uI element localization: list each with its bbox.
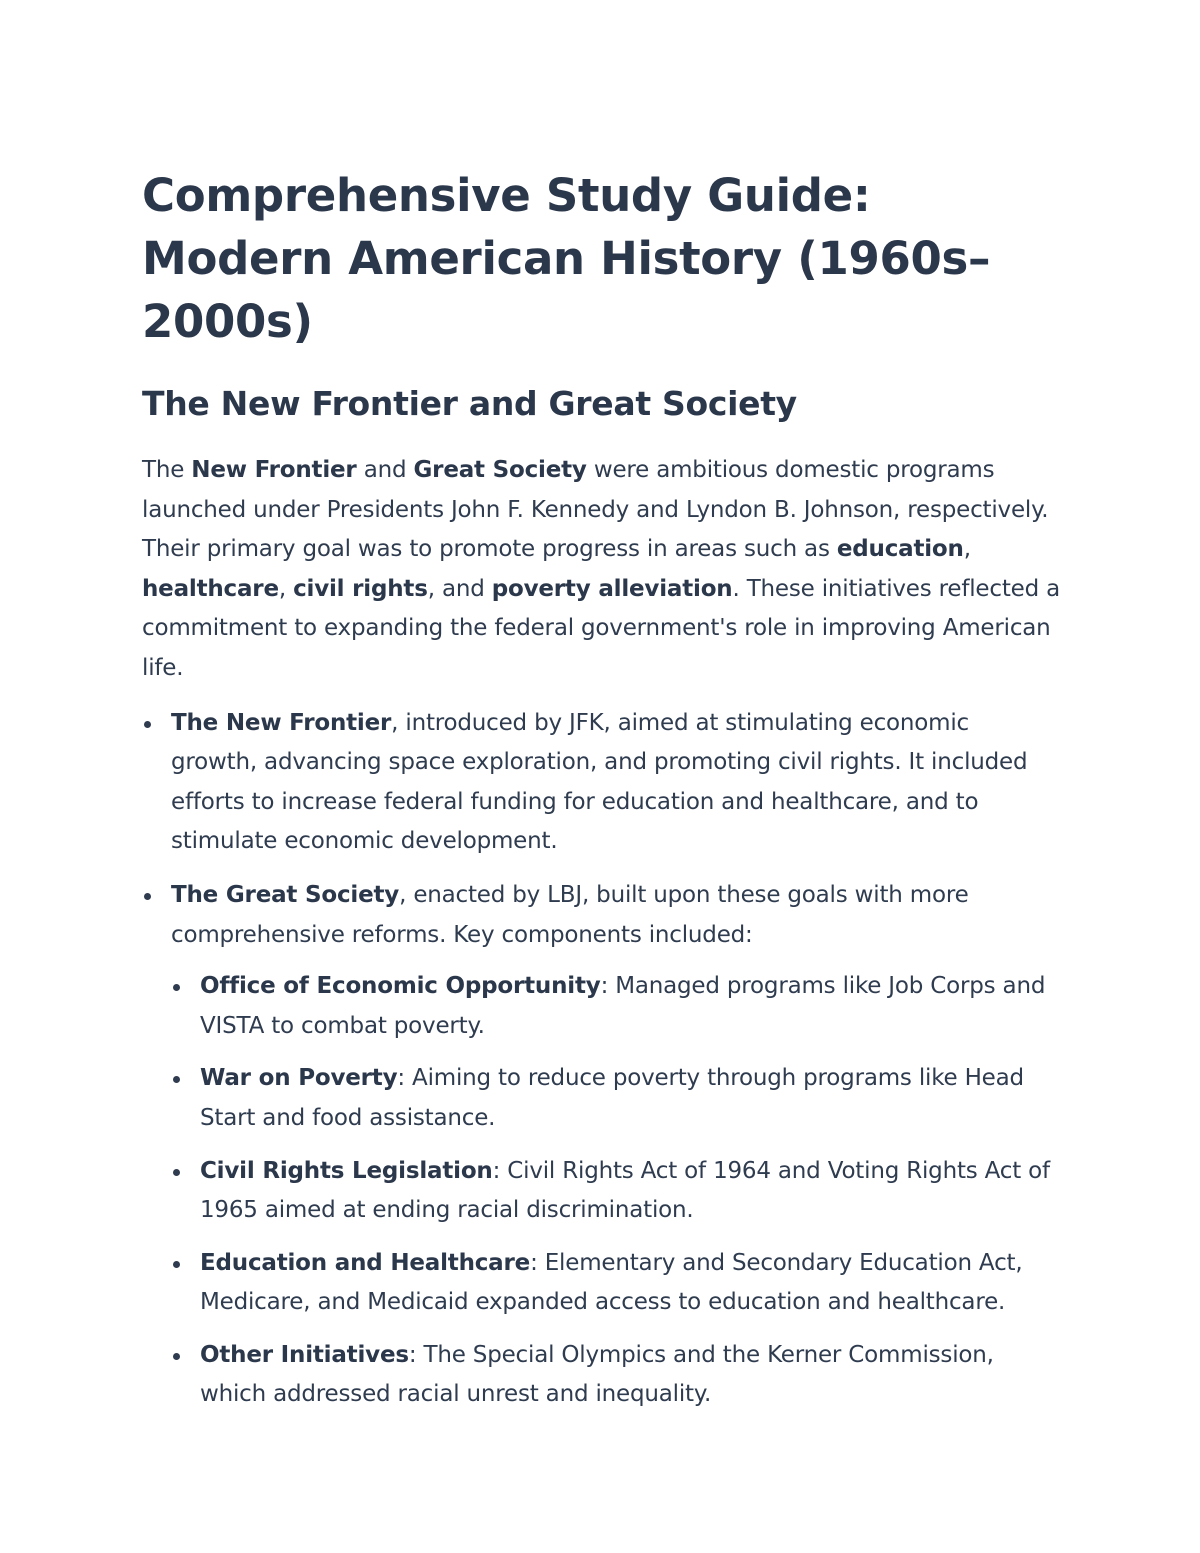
bullet-icon bbox=[144, 721, 151, 728]
intro-bold-term: Great Society bbox=[413, 457, 587, 483]
intro-text: were ambitious domestic programs launched under Presidents John F. Kennedy and Lyndon B. Johnson, respectively. Their primary goal was to promote progress in areas such as bbox=[142, 457, 1049, 563]
list-item-text: : Aiming to reduce poverty through programs like Head Start and food assistance. bbox=[200, 1065, 1024, 1131]
list-item-text: : Civil Rights Act of 1964 and Voting Rights Act of 1965 aimed at ending racial discrimination. bbox=[200, 1157, 1050, 1224]
intro-text: , bbox=[963, 536, 971, 563]
intro-text: and bbox=[356, 457, 414, 483]
list-item-text: : Managed programs like Job Corps and VISTA to combat poverty. bbox=[200, 973, 1046, 1039]
list-item-text: : Elementary and Secondary Education Act, Medicare, and Medicaid expanded access to education and healthcare. bbox=[200, 1249, 1023, 1316]
list-item-text: , enacted by LBJ, built upon these goals with more comprehensive reforms. Key components included: bbox=[171, 881, 969, 948]
intro-bold-term: healthcare bbox=[142, 575, 279, 602]
document-page bbox=[142, 164, 1062, 1429]
bullet-icon bbox=[173, 1261, 180, 1268]
list-item-bold: The New Frontier bbox=[171, 709, 392, 736]
list-item-bold: The Great Society bbox=[171, 881, 400, 908]
bullet-icon bbox=[173, 1076, 180, 1083]
intro-bold-term: education bbox=[836, 536, 964, 563]
intro-text: , and bbox=[427, 575, 492, 602]
list-item bbox=[171, 1336, 1062, 1415]
intro-text: , bbox=[278, 575, 294, 602]
intro-bold-term: poverty alleviation bbox=[491, 575, 733, 602]
list-item bbox=[171, 967, 1062, 1046]
section-heading: The New Frontier and Great Society bbox=[142, 384, 797, 423]
list-item-bold: Other Initiatives bbox=[200, 1341, 409, 1368]
program-list bbox=[142, 704, 1062, 1416]
intro-text: . These initiatives reflected a commitment to expanding the federal government's role in improving American life. bbox=[142, 575, 1060, 681]
bullet-icon bbox=[173, 1169, 180, 1176]
list-item-new-frontier bbox=[142, 704, 1062, 862]
bullet-icon bbox=[144, 893, 151, 900]
list-item-text: : The Special Olympics and the Kerner Commission, which addressed racial unrest and inequality. bbox=[200, 1341, 994, 1408]
list-item-bold: Education and Healthcare bbox=[200, 1249, 531, 1276]
page-title: Comprehensive Study Guide: Modern American History (1960s–2000s) bbox=[142, 169, 991, 348]
list-item-text: , introduced by JFK, aimed at stimulating economic growth, advancing space exploration, and promoting civil rights. It included efforts to increase federal funding for education and healthcare, and to stimulate economic development. bbox=[171, 709, 1028, 855]
list-item bbox=[171, 1152, 1062, 1231]
bullet-icon bbox=[173, 984, 180, 991]
list-item bbox=[171, 1059, 1062, 1138]
list-item bbox=[171, 1244, 1062, 1323]
list-item-bold: Civil Rights Legislation bbox=[200, 1157, 493, 1184]
intro-bold-term: New Frontier bbox=[191, 457, 357, 483]
list-item-great-society bbox=[142, 876, 1062, 1415]
intro-text: The bbox=[142, 457, 192, 483]
intro-paragraph bbox=[142, 451, 1062, 689]
components-list bbox=[171, 967, 1062, 1415]
list-item-bold: Office of Economic Opportunity bbox=[200, 973, 601, 1000]
bullet-icon bbox=[173, 1353, 180, 1360]
intro-bold-term: civil rights bbox=[293, 575, 428, 602]
list-item-bold: War on Poverty bbox=[200, 1065, 398, 1092]
